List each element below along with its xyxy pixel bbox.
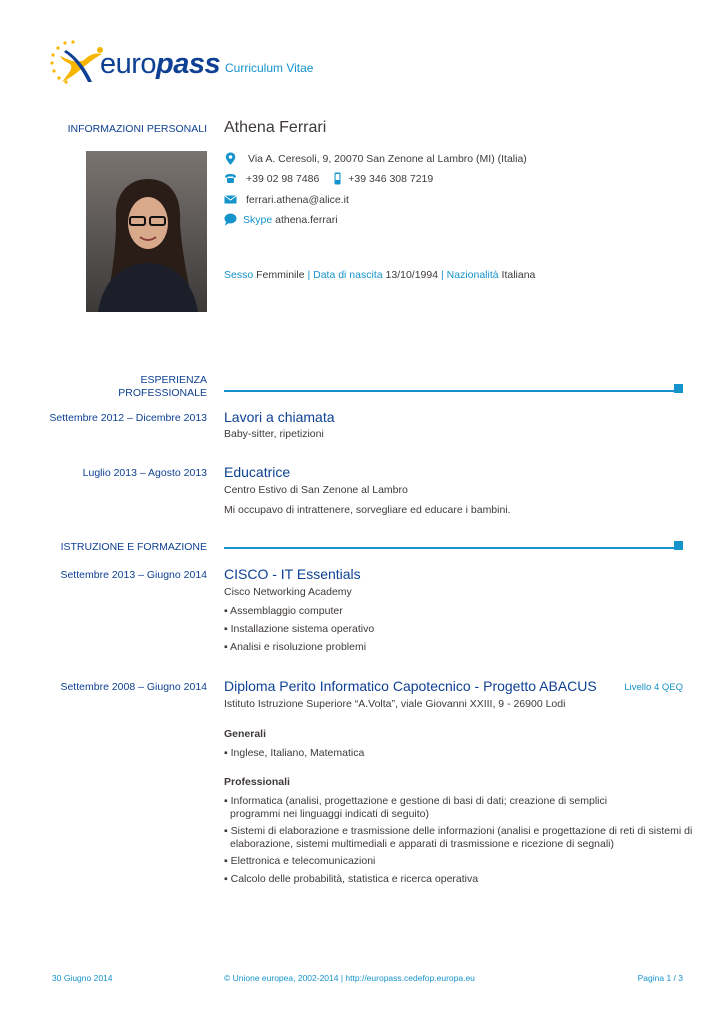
subsection-heading-professional: Professionali bbox=[224, 776, 290, 788]
phone-number[interactable]: +39 02 98 7486 bbox=[246, 172, 320, 185]
document-title: Curriculum Vitae bbox=[225, 61, 314, 75]
im-row bbox=[224, 213, 338, 226]
im-label: Skype bbox=[243, 213, 273, 226]
education-bullet: ▪ Installazione sistema operativo bbox=[224, 623, 375, 635]
footer-date: 30 Giugno 2014 bbox=[52, 973, 113, 983]
email-row bbox=[224, 193, 349, 206]
section-label-education: ISTRUZIONE E FORMAZIONE bbox=[60, 541, 207, 553]
experience-employer: Centro Estivo di San Zenone al Lambro bbox=[224, 484, 408, 496]
professional-bullet: ▪ Elettronica e telecomunicazioni bbox=[224, 855, 376, 867]
professional-bullet-line: programmi nei linguaggi indicati di seguito) bbox=[230, 808, 430, 820]
europass-logo-figure-icon bbox=[48, 38, 108, 88]
mobile-number[interactable]: +39 346 308 7219 bbox=[348, 172, 434, 185]
personal-details-row bbox=[224, 269, 535, 282]
nationality-value: Italiana bbox=[501, 269, 536, 281]
section-label-experience-line2: PROFESSIONALE bbox=[118, 387, 207, 399]
section-divider-square bbox=[674, 384, 683, 393]
section-divider-square bbox=[674, 541, 683, 550]
experience-period: Luglio 2013 – Agosto 2013 bbox=[82, 467, 207, 479]
education-period: Settembre 2013 – Giugno 2014 bbox=[60, 569, 207, 581]
section-divider-education bbox=[224, 547, 676, 549]
phone-icon bbox=[224, 172, 237, 185]
email-link[interactable]: ferrari.athena@alice.it bbox=[246, 193, 349, 206]
sex-label: Sesso bbox=[224, 269, 254, 281]
im-value: athena.ferrari bbox=[275, 213, 338, 226]
experience-description: Mi occupavo di intrattenere, sorvegliare ed educare i bambini. bbox=[224, 504, 511, 516]
sex-value: Femminile bbox=[256, 269, 305, 281]
general-bullet: ▪ Inglese, Italiano, Matematica bbox=[224, 747, 365, 759]
email-icon bbox=[224, 193, 237, 206]
profile-photo bbox=[86, 151, 207, 312]
section-label-experience bbox=[118, 374, 207, 400]
education-bullet: ▪ Analisi e risoluzione problemi bbox=[224, 641, 367, 653]
mobile-phone-icon bbox=[331, 172, 344, 185]
address-text: Via A. Ceresoli, 9, 20070 San Zenone al Lambro (MI) (Italia) bbox=[248, 152, 527, 165]
phone-row bbox=[224, 172, 433, 185]
experience-period: Settembre 2012 – Dicembre 2013 bbox=[49, 412, 207, 424]
education-title: Diploma Perito Informatico Capotecnico - Progetto ABACUS bbox=[224, 678, 597, 694]
person-name: Athena Ferrari bbox=[224, 119, 327, 136]
separator: | bbox=[307, 269, 311, 281]
europass-logo bbox=[48, 38, 221, 88]
location-pin-icon bbox=[224, 152, 237, 165]
logo-text-euro: euro bbox=[100, 48, 157, 80]
education-bullet: ▪ Assemblaggio computer bbox=[224, 605, 343, 617]
address-row bbox=[224, 152, 527, 165]
professional-bullet-line: ▪ Informatica (analisi, progettazione e gestione di basi di dati; creazione di semplici bbox=[224, 795, 608, 807]
chat-bubble-icon bbox=[224, 213, 237, 226]
experience-title: Educatrice bbox=[224, 464, 291, 480]
professional-bullet-line: ▪ Sistemi di elaborazione e trasmissione delle informazioni (analisi e progettazione di reti di sistemi di bbox=[224, 825, 693, 837]
education-title: CISCO - IT Essentials bbox=[224, 566, 361, 582]
dob-label: Data di nascita bbox=[313, 269, 383, 281]
professional-bullet: ▪ Calcolo delle probabilità, statistica e ricerca operativa bbox=[224, 873, 479, 885]
professional-bullet bbox=[224, 825, 692, 851]
education-period: Settembre 2008 – Giugno 2014 bbox=[60, 681, 207, 693]
dob-value: 13/10/1994 bbox=[385, 269, 439, 281]
subsection-heading-general: Generali bbox=[224, 728, 267, 740]
education-institute: Istituto Istruzione Superiore “A.Volta”, viale Giovanni XXIII, 9 - 26900 Lodi bbox=[224, 698, 566, 710]
logo-text-pass: pass bbox=[156, 48, 221, 80]
section-label-personal-info: INFORMAZIONI PERSONALI bbox=[67, 123, 207, 135]
footer-page-number: Pagina 1 / 3 bbox=[637, 973, 683, 983]
footer-copyright[interactable]: © Unione europea, 2002-2014 | http://europass.cedefop.europa.eu bbox=[224, 973, 475, 983]
section-divider-experience bbox=[224, 390, 676, 392]
section-label-experience-line1: ESPERIENZA bbox=[140, 374, 207, 386]
experience-detail: Baby-sitter, ripetizioni bbox=[224, 428, 324, 440]
nationality-label: Nazionalità bbox=[446, 269, 499, 281]
professional-bullet bbox=[224, 795, 607, 821]
professional-bullet-line: elaborazione, sistemi multimediali e apparati di trasmissione e ricezione di segnali) bbox=[230, 838, 615, 850]
education-level: Livello 4 QEQ bbox=[624, 682, 683, 693]
separator: | bbox=[441, 269, 444, 281]
education-institute: Cisco Networking Academy bbox=[224, 586, 352, 598]
experience-title: Lavori a chiamata bbox=[224, 409, 335, 425]
